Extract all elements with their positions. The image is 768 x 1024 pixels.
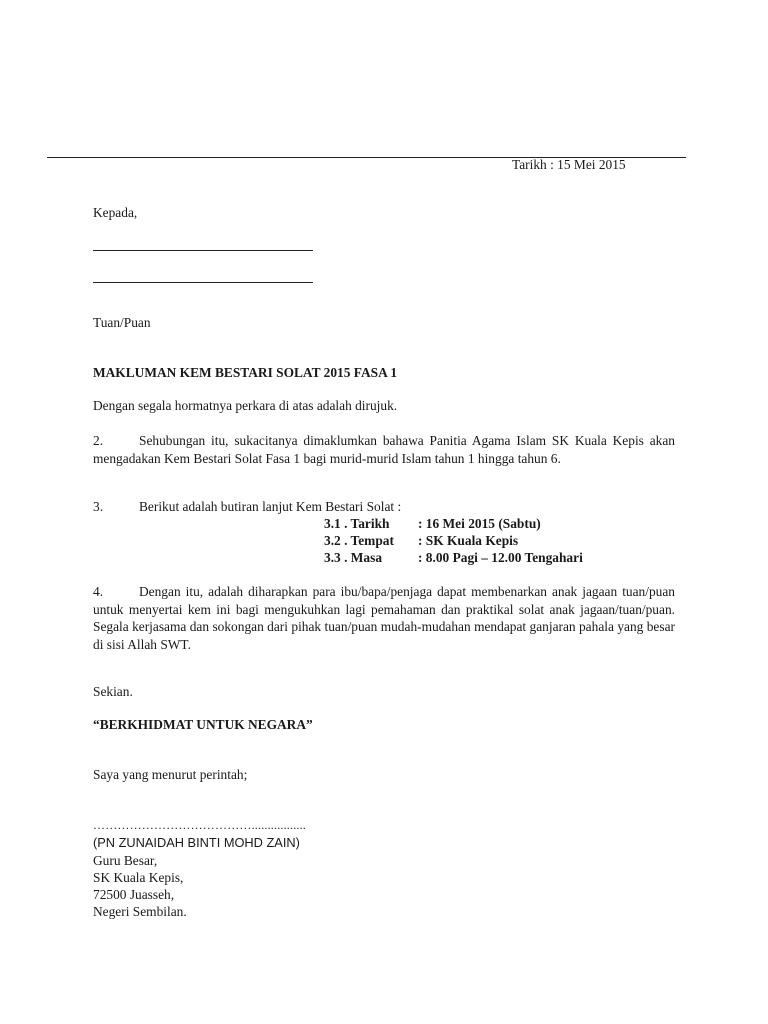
closing-order: Saya yang menurut perintah; — [93, 767, 248, 782]
detail-label-time: 3.3 . Masa — [324, 550, 383, 565]
subject-heading: MAKLUMAN KEM BESTARI SOLAT 2015 FASA 1 — [93, 365, 398, 380]
signature-dots: …………………………………................. — [93, 818, 306, 832]
salutation: Tuan/Puan — [93, 315, 151, 330]
state: Negeri Sembilan. — [93, 904, 187, 919]
paragraph-3 — [93, 499, 401, 515]
postcode-town: 72500 Juasseh, — [93, 887, 175, 902]
detail-value-place: : SK Kuala Kepis — [418, 533, 519, 548]
detail-label-place: 3.2 . Tempat — [324, 533, 394, 548]
paragraph-2-number: 2. — [93, 433, 104, 448]
detail-label-date: 3.1 . Tarikh — [324, 516, 390, 531]
school-name: SK Kuala Kepis, — [93, 870, 184, 885]
signatory-title: Guru Besar, — [93, 853, 158, 868]
closing-sekian: Sekian. — [93, 684, 133, 699]
letter-date: Tarikh : 15 Mei 2015 — [512, 157, 626, 172]
signatory-name: (PN ZUNAIDAH BINTI MOHD ZAIN) — [93, 835, 300, 850]
paragraph-3-number: 3. — [93, 499, 104, 514]
paragraph-4-text: Dengan itu, adalah diharapkan para ibu/bapa/penjaga dapat membenarkan anak jagaan tuan/puan untuk menyertai kem ini bagi mengukuhkan lagi pemahaman dan praktikal solat anak jagaan/tuan/puan. Segala kerjasama dan sokongan dari pihak tuan/puan mudah-mudahan mendapat ganjaran pahala yang besar di sisi Allah SWT. — [93, 584, 675, 652]
paragraph-3-text: Berikut adalah butiran lanjut Kem Bestari Solat : — [139, 499, 402, 514]
intro-paragraph: Dengan segala hormatnya perkara di atas adalah dirujuk. — [93, 398, 398, 413]
detail-value-time: : 8.00 Pagi – 12.00 Tengahari — [418, 550, 583, 565]
paragraph-2-text: Sehubungan itu, sukacitanya dimaklumkan bahawa Panitia Agama Islam SK Kuala Kepis akan mengadakan Kem Bestari Solat Fasa 1 bagi murid-murid Islam tahun 1 hingga tahun 6. — [93, 433, 675, 466]
paragraph-2 — [93, 432, 675, 467]
detail-value-date: : 16 Mei 2015 (Sabtu) — [418, 516, 541, 531]
recipient-blank-line-1 — [93, 250, 313, 251]
closing-motto: “BERKHIDMAT UNTUK NEGARA” — [93, 717, 313, 732]
recipient-label: Kepada, — [93, 205, 138, 220]
paragraph-4 — [93, 583, 675, 653]
paragraph-4-number: 4. — [93, 584, 104, 599]
recipient-blank-line-2 — [93, 282, 313, 283]
